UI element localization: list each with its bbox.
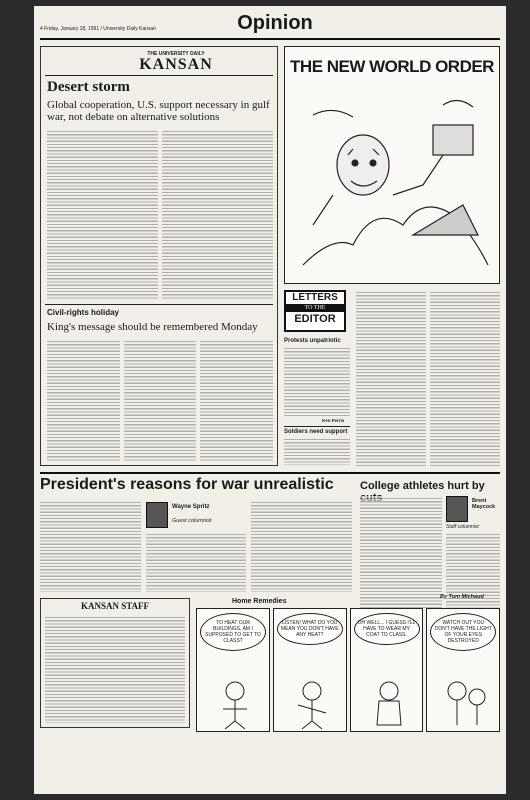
kansan-masthead bbox=[111, 51, 241, 73]
brent-name: Brent Maycock bbox=[472, 498, 496, 510]
wayne-photo bbox=[146, 502, 168, 528]
masthead-name: KANSAN bbox=[139, 56, 213, 73]
brent-role: Staff columnist bbox=[446, 524, 479, 530]
civil-rights-body bbox=[47, 339, 273, 461]
cartoon-title: THE NEW WORLD ORDER bbox=[290, 57, 494, 76]
editorial-box bbox=[40, 46, 278, 466]
desert-storm-body bbox=[47, 129, 273, 299]
strip-panel-3 bbox=[350, 608, 424, 732]
newspaper-page bbox=[34, 6, 506, 794]
strip-title: Home Remedies bbox=[232, 598, 287, 605]
panel4-text: WATCH OUT YOU DON'T HAVE THE LIGHT OF YOUR EYES DESTROYED bbox=[430, 613, 496, 651]
letters-body bbox=[356, 290, 500, 466]
strip-panel-4 bbox=[426, 608, 500, 732]
president-headline: President's reasons for war unrealistic bbox=[40, 476, 334, 493]
letter1-heading: Protests unpatriotic bbox=[284, 338, 341, 344]
president-body bbox=[40, 500, 352, 592]
desert-storm-kicker: Desert storm bbox=[47, 79, 130, 95]
civil-rights-headline: King's message should be remembered Monday bbox=[47, 321, 258, 333]
strip-credit: By Tom Michaud bbox=[440, 594, 484, 600]
letter2-heading: Soldiers need support bbox=[284, 429, 348, 435]
college-headline: College athletes hurt by bbox=[360, 480, 485, 492]
brent-photo bbox=[446, 496, 468, 522]
folio-line: 4 Friday, January 18, 1991 / University Daily Kansan bbox=[40, 26, 157, 32]
civil-rights-kicker: Civil-rights holiday bbox=[47, 308, 120, 317]
page-header bbox=[40, 12, 500, 40]
masthead-small: THE UNIVERSITY DAILY bbox=[147, 51, 205, 57]
panel3-text: OH WELL... I GUESS I'LL HAVE TO WEAR MY COAT TO CLASS. bbox=[354, 613, 420, 645]
panel1-text: TO HEAT OUR BUILDINGS, AM I SUPPOSED TO GET TO CLASS? bbox=[200, 613, 266, 651]
letters-logo-mid: TO THE bbox=[286, 304, 344, 312]
letters-logo-bot: EDITOR bbox=[294, 313, 336, 325]
desert-storm-headline: Global cooperation, U.S. support necessary in gulf war, not debate on alternative solutions bbox=[47, 99, 270, 123]
section-title: Opinion bbox=[237, 12, 313, 34]
main-cartoon bbox=[284, 46, 500, 284]
letters-logo bbox=[284, 290, 346, 332]
staff-box bbox=[40, 598, 190, 728]
cartoon-drawing bbox=[293, 85, 493, 277]
letters-logo-top: LETTERS bbox=[292, 292, 338, 303]
strip-panel-1 bbox=[196, 608, 270, 732]
letter1-signature: Ken Ferris bbox=[322, 418, 345, 423]
comic-strip bbox=[196, 608, 500, 732]
wayne-name: Wayne Spritz bbox=[172, 504, 210, 510]
wayne-role: Guest columnist bbox=[172, 518, 212, 524]
college-body bbox=[360, 496, 442, 608]
letters-section bbox=[284, 290, 500, 466]
panel2-text: LISTEN! WHAT DO YOU MEAN YOU DON'T HAVE ANY HEAT? bbox=[277, 613, 343, 645]
staff-title: KANSAN STAFF bbox=[80, 601, 150, 611]
strip-panel-2 bbox=[273, 608, 347, 732]
